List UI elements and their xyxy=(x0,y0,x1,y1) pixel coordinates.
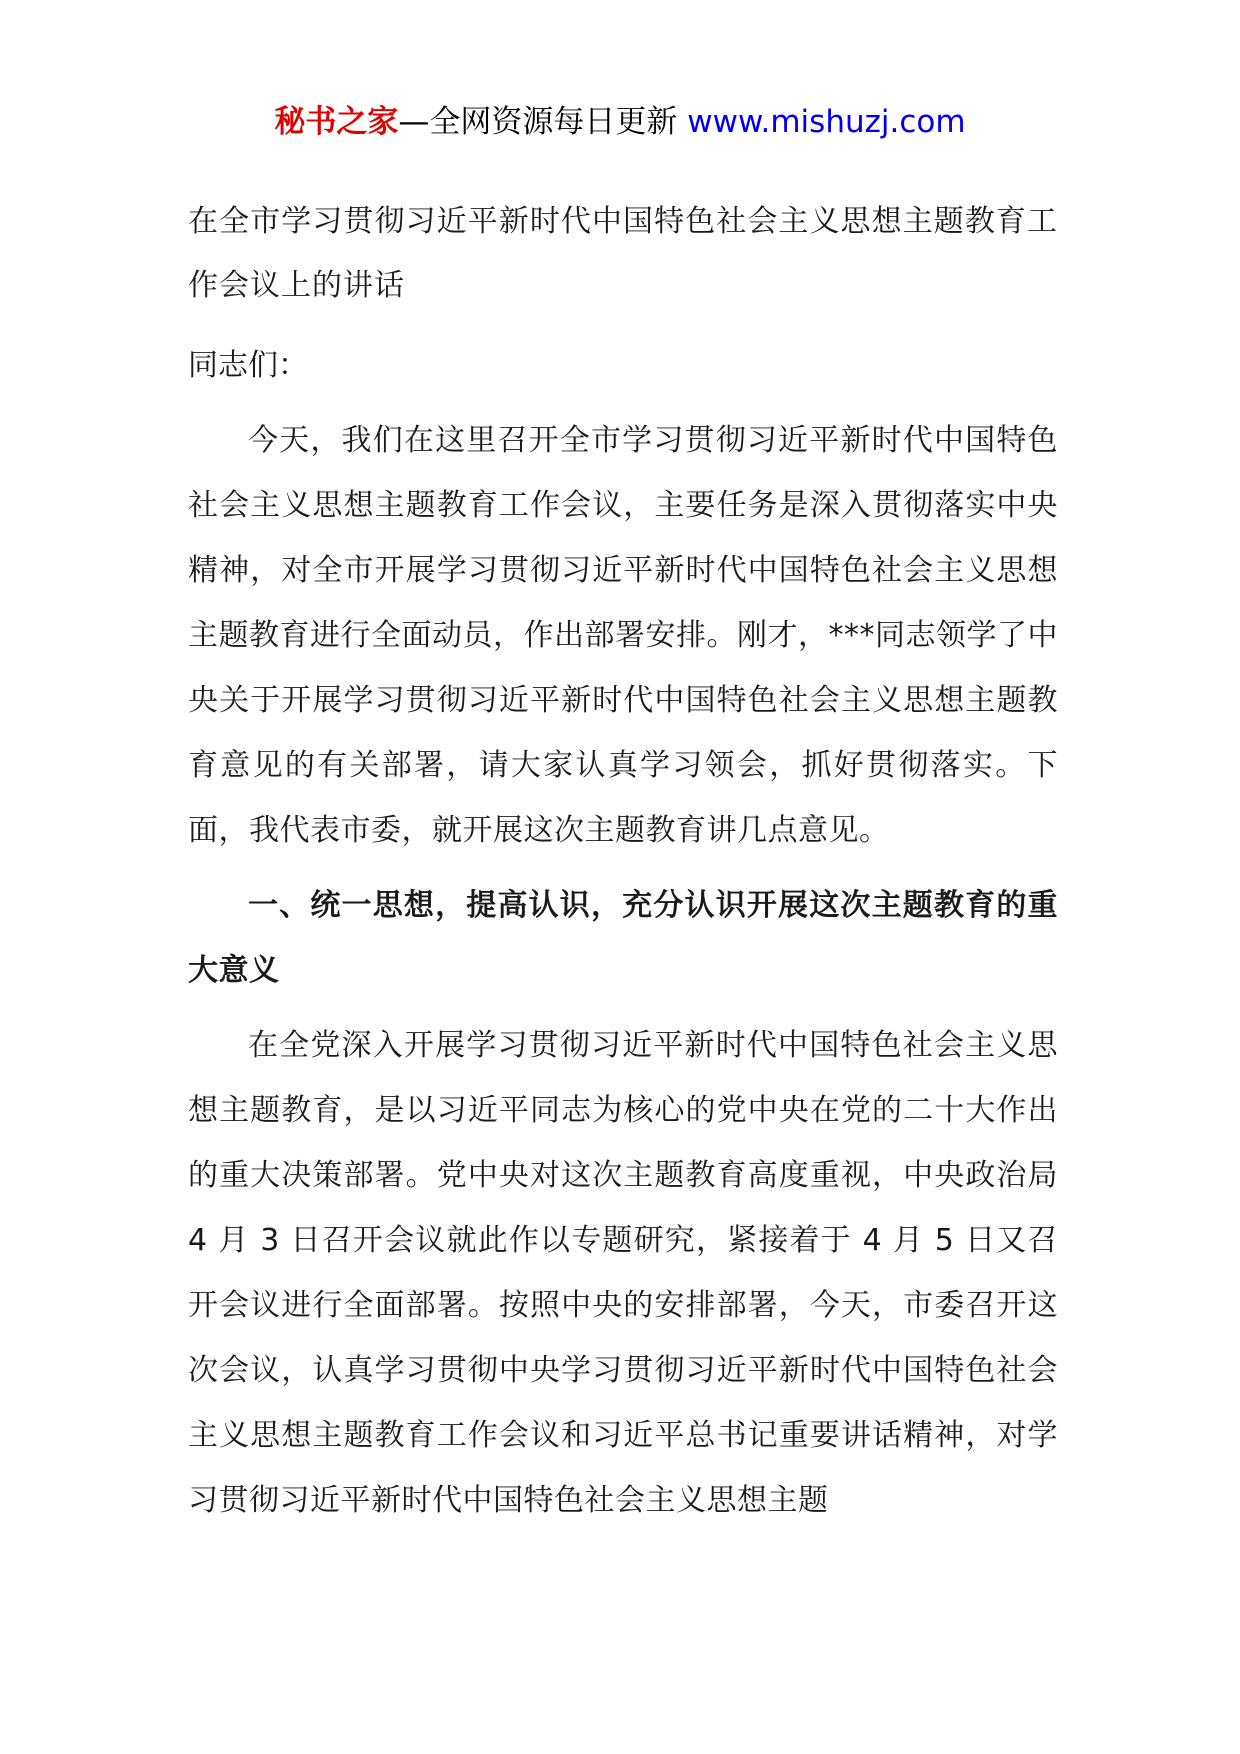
brand-name: 秘书之家 xyxy=(274,104,399,140)
paragraph-intro: 今天，我们在这里召开全市学习贯彻习近平新时代中国特色社会主义思想主题教育工作会议，主要任务是深入贯彻落实中央精神，对全市开展学习贯彻习近平新时代中国特色社会主义思想主题教育进行全面动员，作出部署安排。刚才，***同志领学了中央关于开展学习贯彻习近平新时代中国特色社会主义思想主题教育意见的有关部署，请大家认真学习领会，抓好贯彻落实。下面，我代表市委，就开展这次主题教育讲几点意见。 xyxy=(188,423,1058,848)
section-heading-1: 一、统一思想，提高认识，充分认识开展这次主题教育的重大意义 xyxy=(188,888,1058,988)
greeting: 同志们： xyxy=(188,348,308,383)
document-title: 在全市学习贯彻习近平新时代中国特色社会主义思想主题教育工作会议上的讲话 xyxy=(188,204,1058,303)
paragraph-section-1: 在全党深入开展学习贯彻习近平新时代中国特色社会主义思想主题教育，是以习近平同志为核心的党中央在党的二十大作出的重大决策部署。党中央对这次主题教育高度重视，中央政治局 4 月 3 日召开会议就此作以专题研究，紧接着于 4 月 5 日又召开会议进行全面部署。按照中央的安排部署，今天，市委召开这次会议，认真学习贯彻中央学习贯彻习近平新时代中国特色社会主义思想主题教育工作会议和习近平总书记重要讲话精神，对学习贯彻习近平新时代中国特色社会主义思想主题 xyxy=(188,1028,1058,1518)
header-slogan: —全网资源每日更新 xyxy=(398,104,678,140)
page-header xyxy=(0,100,1240,144)
header-url-link[interactable]: www.mishuzj.com xyxy=(687,104,966,140)
document-body xyxy=(188,190,1058,1533)
